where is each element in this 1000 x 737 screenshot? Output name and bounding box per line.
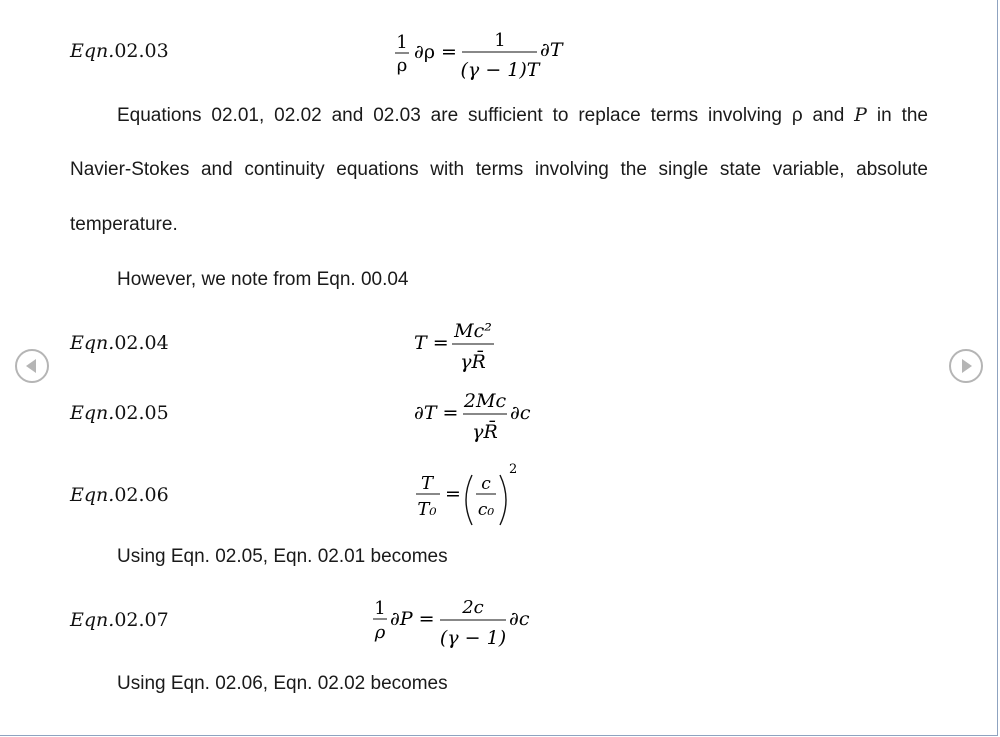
formula-eqn-0204 [412,316,522,382]
formula-tail: ∂c [509,608,530,630]
triangle-right-icon [951,351,981,381]
formula-eqn-0207 [370,594,550,660]
formula-0203-svg [392,28,592,88]
previous-page-button[interactable] [15,349,49,383]
formula-0207-svg [370,594,550,656]
equation-label-number: 02.05 [114,402,169,424]
equation-label-prefix: Eqn. [70,332,115,354]
formula-eqn-0205 [412,386,542,452]
fraction-numerator: 2Mc [463,390,507,412]
frac2-denominator: (γ − 1) [439,627,507,649]
variable-p: P [854,104,867,126]
frac2-denominator: (γ − 1)T [460,59,540,81]
equation-label-0205 [70,402,169,424]
equation-label-prefix: Eqn. [70,402,115,424]
equation-label-number: 02.04 [114,332,169,354]
equation-label-0206 [70,484,169,506]
equation-label-number: 02.07 [114,609,169,631]
formula-0206-svg [412,458,532,530]
equation-label-number: 02.03 [114,40,169,62]
fraction-denominator: γR̄ [472,421,498,443]
equation-label-prefix: Eqn. [70,40,115,62]
formula-0205-svg [412,386,542,448]
frac2-numerator: 2c [462,597,484,618]
fraction1-denominator: T₀ [417,499,437,520]
equation-label-0207 [70,609,169,631]
triangle-left-icon [17,351,47,381]
equation-label-prefix: Eqn. [70,609,115,631]
formula-middle: ∂ρ = [414,41,457,63]
formula-middle: ∂P = [390,608,435,630]
next-page-button[interactable] [949,349,983,383]
equals-sign: = [445,483,461,505]
paragraph-text: in the [866,105,928,126]
frac2-numerator: 1 [494,30,506,51]
fraction2-numerator: c [481,474,491,494]
formula-tail: ∂c [510,402,531,424]
fraction-numerator: Mc² [454,320,492,342]
paragraph-1-line-3: temperature. [70,214,178,235]
frac1-numerator: 1 [396,32,408,53]
frac1-numerator: 1 [374,598,386,619]
fraction-denominator: γR̄ [460,351,486,373]
frac1-denominator: ρ [374,622,386,643]
equation-label-number: 02.06 [114,484,169,506]
exponent: 2 [509,462,518,477]
paragraph-1-line-1 [117,104,928,127]
paragraph-2: However, we note from Eqn. 00.04 [117,269,409,290]
formula-tail: ∂T [540,39,563,61]
equation-label-prefix: Eqn. [70,484,115,506]
formula-lhs: ∂T = [414,402,459,424]
paragraph-1-line-2: Navier-Stokes and continuity equations with terms involving the single state variable, absolute [70,159,928,180]
paragraph-3: Using Eqn. 02.05, Eqn. 02.01 becomes [117,546,448,567]
fraction2-denominator: c₀ [477,500,495,520]
formula-eqn-0206 [412,458,532,534]
equation-label-0204 [70,332,169,354]
paragraph-text: Equations 02.01, 02.02 and 02.03 are sufficient to replace terms involving ρ and [117,105,855,126]
frac1-denominator: ρ [396,55,408,76]
equation-label-0203 [70,40,169,62]
paragraph-4: Using Eqn. 02.06, Eqn. 02.02 becomes [117,673,448,694]
formula-lhs: T = [414,332,449,354]
formula-0204-svg [412,316,522,378]
fraction1-numerator: T [420,473,434,494]
formula-eqn-0203 [392,28,592,92]
